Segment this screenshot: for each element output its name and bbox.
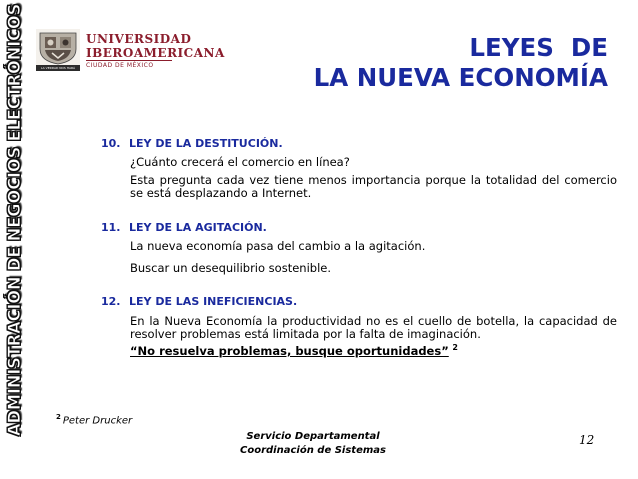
title-line2: LA NUEVA ECONOMÍA <box>313 63 608 92</box>
logo-text-line2: IBEROAMERICANA <box>86 46 225 60</box>
footnote-text: Peter Drucker <box>62 415 133 427</box>
law-body <box>130 156 617 200</box>
laws-list <box>101 137 617 358</box>
law-number: 11. <box>101 221 121 234</box>
sidebar-vertical-title: ADMINISTRACIÓN DE NEGOCIOS ELECTRÓNICOS <box>5 3 24 437</box>
logo-text-line1: UNIVERSIDAD <box>86 32 192 46</box>
footnote <box>56 413 132 426</box>
slide-title <box>314 33 608 93</box>
law-number: 12. <box>101 295 121 308</box>
sidebar <box>0 0 30 440</box>
footnote-mark: 2 <box>56 413 61 421</box>
title-line1: LEYES DE <box>469 33 608 62</box>
university-logo <box>36 29 225 76</box>
logo-divider <box>86 60 172 61</box>
footer-line2: Coordinación de Sistemas <box>240 445 386 456</box>
page-number: 12 <box>579 433 595 447</box>
law-paragraph: ¿Cuánto crecerá el comercio en línea? <box>130 155 350 169</box>
law-paragraph: Buscar un desequilibrio sostenible. <box>130 261 331 275</box>
law-number: 10. <box>101 137 121 150</box>
law-title: LEY DE LA DESTITUCIÓN. <box>129 137 283 150</box>
crest-caption: LA VERDAD NOS HARÁ LIBRES <box>36 65 80 71</box>
law-body <box>130 240 617 275</box>
law-title: LEY DE LAS INEFICIENCIAS. <box>129 295 298 308</box>
law-item-12 <box>101 295 617 358</box>
law-heading <box>101 137 617 151</box>
law-quote: “No resuelva problemas, busque oportunidades” <box>130 343 449 358</box>
law-item-10 <box>101 137 617 200</box>
law-paragraph: Esta pregunta cada vez tiene menos importancia porque la totalidad del comercio se está desplazando a Internet. <box>130 173 617 200</box>
law-heading <box>101 221 617 235</box>
law-paragraph: La nueva economía pasa del cambio a la agitación. <box>130 239 426 253</box>
law-quote-line <box>130 341 617 358</box>
law-heading <box>101 295 617 309</box>
quote-footnote-ref: 2 <box>452 343 458 352</box>
footer-line1: Servicio Departamental <box>246 431 380 442</box>
law-paragraph: En la Nueva Economía la productividad no es el cuello de botella, la capacidad de resolver problemas está limitada por la falta de imaginación. <box>130 314 617 341</box>
law-title: LEY DE LA AGITACIÓN. <box>129 221 267 234</box>
logo-text-line3: CIUDAD DE MÉXICO <box>86 62 154 69</box>
law-body <box>130 315 617 358</box>
law-item-11 <box>101 221 617 275</box>
footer-department <box>233 430 393 458</box>
